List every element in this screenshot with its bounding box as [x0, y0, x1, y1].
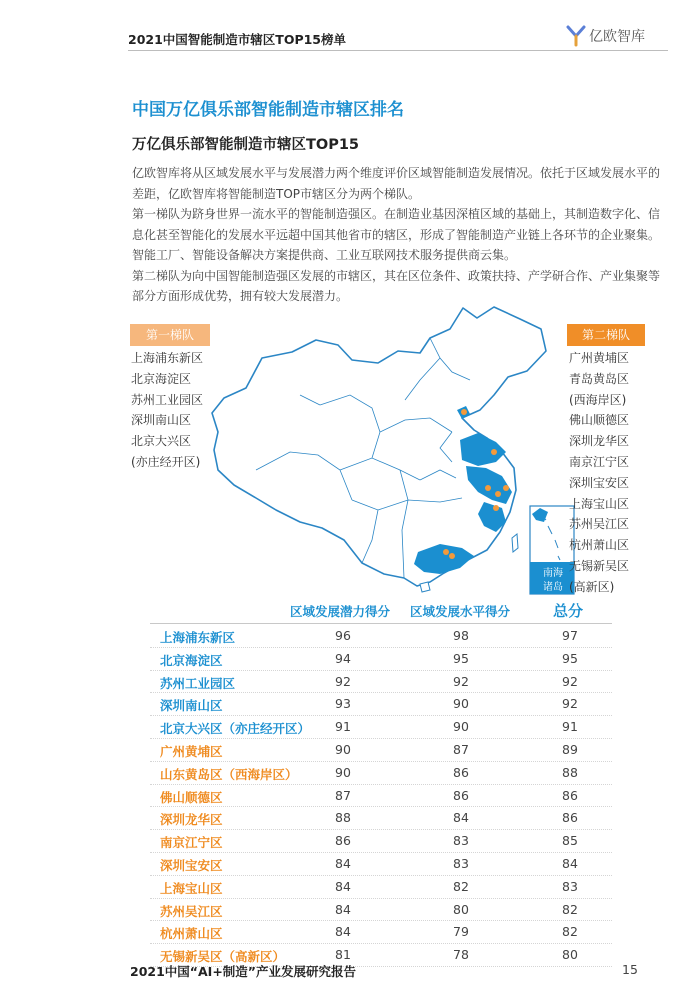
potential-score: 84: [335, 924, 351, 940]
intro-paragraph: 亿欧智库将从区域发展水平与发展潜力两个维度评价区域智能制造发展情况。依托于区域发展水平的差距，亿欧智库将智能制造TOP市辖区分为两个梯队。: [132, 166, 661, 201]
level-score: 78: [453, 947, 469, 963]
total-score: 86: [562, 810, 578, 826]
tier2-item: 杭州萧山区: [569, 538, 630, 553]
table-row: [150, 853, 612, 876]
tier2-item: 广州黄埔区: [569, 351, 630, 365]
potential-score: 86: [335, 833, 351, 849]
tier2-badge: 第二梯队: [567, 324, 645, 346]
level-score: 86: [453, 787, 469, 803]
level-score: 84: [453, 810, 469, 826]
tier1-item: 北京海淀区: [131, 371, 192, 386]
district-name: 苏州吴江区: [160, 903, 223, 919]
tier2-item: (高新区): [569, 579, 615, 594]
intro-paragraph: 第一梯队为跻身世界一流水平的智能制造强区。在制造业基因深植区域的基础上，其制造数字化、信息化甚至智能化的发展水平远超中国其他省市的辖区，形成了智能制造产业链上各环节的企业聚集。智能工厂、智能设备解决方案提供商、工业互联网技术服务提供商云集。: [132, 207, 661, 262]
tier1-item: 上海浦东新区: [131, 351, 204, 365]
total-score: 88: [562, 764, 578, 780]
inset-label-line: 南海: [543, 568, 563, 579]
potential-score: 94: [335, 650, 351, 666]
level-score: 83: [453, 855, 469, 871]
total-score: 92: [562, 696, 578, 712]
potential-score: 91: [335, 719, 351, 735]
tier2-item: 无锡新吴区: [569, 558, 630, 573]
total-score: 86: [562, 787, 578, 803]
level-score: 90: [453, 719, 469, 735]
table-row: [150, 625, 612, 648]
table-row: [150, 876, 612, 899]
potential-score: 84: [335, 878, 351, 894]
column-header-total: 总分: [553, 602, 584, 620]
tier2-item: 青岛黄岛区: [569, 371, 630, 386]
district-name: 北京海淀区: [160, 652, 223, 668]
level-score: 87: [453, 741, 469, 757]
inset-label-line: 诸岛: [543, 582, 563, 593]
city-marker-beijing: [461, 409, 467, 415]
level-score: 92: [453, 673, 469, 689]
tier2-item: 苏州吴江区: [569, 517, 630, 532]
district-name: 南京江宁区: [160, 835, 223, 851]
taiwan-island: [512, 534, 518, 552]
total-score: 92: [562, 673, 578, 689]
table-row: [150, 921, 612, 944]
table-row: [150, 762, 612, 785]
district-name: 杭州萧山区: [160, 926, 223, 942]
total-score: 85: [562, 833, 578, 849]
city-marker-hangzhou: [493, 505, 499, 511]
table-row: [150, 899, 612, 922]
potential-score: 87: [335, 787, 351, 803]
tier2-item: (西海岸区): [569, 392, 627, 407]
table-row: [150, 830, 612, 853]
total-score: 80: [562, 947, 578, 963]
sub-title: 万亿俱乐部智能制造市辖区TOP15: [132, 137, 360, 153]
district-name: 深圳宝安区: [160, 857, 223, 873]
potential-score: 84: [335, 901, 351, 917]
district-name: 山东黄岛区（西海岸区）: [160, 766, 298, 782]
tier1-item: 深圳南山区: [131, 413, 192, 428]
table-row: [150, 807, 612, 830]
total-score: 91: [562, 719, 578, 735]
tier2-item: 上海宝山区: [569, 496, 630, 511]
score-table: [150, 625, 612, 967]
table-row: [150, 739, 612, 762]
tier2-item: 深圳龙华区: [569, 434, 630, 449]
table-row: [150, 648, 612, 671]
level-score: 95: [453, 650, 469, 666]
tier1-item: (亦庄经开区): [131, 454, 201, 469]
table-row: [150, 693, 612, 716]
page-number: 15: [622, 962, 638, 977]
potential-score: 96: [335, 628, 351, 643]
total-score: 89: [562, 741, 578, 757]
total-score: 82: [562, 924, 578, 940]
total-score: 97: [562, 628, 578, 643]
tier1-item: 北京大兴区: [131, 434, 192, 449]
tier2-item: 南京江宁区: [569, 454, 630, 469]
tier2-list: [569, 348, 629, 598]
header-title: 2021中国智能制造市辖区TOP15榜单: [128, 32, 346, 47]
footer-report-title: 2021中国“AI+制造”产业发展研究报告: [130, 964, 357, 979]
city-marker-shanghai: [503, 485, 509, 491]
level-score: 90: [453, 696, 469, 712]
city-marker-suzhou-wuxi: [495, 491, 501, 497]
district-name: 深圳南山区: [160, 698, 223, 714]
potential-score: 93: [335, 696, 351, 712]
level-score: 80: [453, 901, 469, 917]
city-marker-guangzhou: [443, 549, 449, 555]
level-score: 86: [453, 764, 469, 780]
level-score: 79: [453, 924, 469, 940]
table-row: [150, 785, 612, 808]
city-marker-qingdao: [491, 449, 497, 455]
hainan-island: [420, 582, 430, 592]
section-title: 中国万亿俱乐部智能制造市辖区排名: [132, 100, 404, 120]
district-name: 深圳龙华区: [160, 812, 223, 828]
tier2-item: 佛山顺德区: [569, 413, 630, 428]
column-header-level: 区域发展水平得分: [410, 604, 511, 619]
level-score: 82: [453, 878, 469, 894]
total-score: 82: [562, 901, 578, 917]
potential-score: 88: [335, 810, 351, 826]
level-score: 98: [453, 628, 469, 643]
brand-name: 亿欧智库: [589, 29, 645, 45]
tier1-badge: 第一梯队: [130, 324, 210, 346]
potential-score: 81: [335, 947, 351, 963]
district-name: 广州黄埔区: [160, 743, 223, 759]
tier2-item: 深圳宝安区: [569, 475, 630, 490]
intro-paragraph: 第二梯队为向中国智能制造强区发展的市辖区，其在区位条件、政策扶持、产学研合作、产业集聚等部分方面形成优势，拥有较大发展潜力。: [132, 268, 661, 303]
table-top-rule: [150, 623, 612, 624]
level-score: 83: [453, 833, 469, 849]
total-score: 84: [562, 855, 578, 871]
potential-score: 90: [335, 764, 351, 780]
potential-score: 92: [335, 673, 351, 689]
table-row: [150, 671, 612, 694]
district-name: 上海浦东新区: [160, 630, 236, 645]
total-score: 95: [562, 650, 578, 666]
district-name: 苏州工业园区: [160, 675, 236, 691]
city-marker-shenzhen: [449, 553, 455, 559]
district-name: 无锡新吴区（高新区）: [160, 949, 286, 965]
potential-score: 84: [335, 855, 351, 871]
tier1-list: [131, 348, 203, 473]
total-score: 83: [562, 878, 578, 894]
inset-label: [538, 567, 568, 595]
city-marker-nanjing: [485, 485, 491, 491]
column-header-potential: 区域发展潜力得分: [290, 604, 391, 619]
district-name: 北京大兴区（亦庄经开区）: [160, 721, 311, 737]
potential-score: 90: [335, 741, 351, 757]
table-row: [150, 716, 612, 739]
tier1-item: 苏州工业园区: [131, 392, 204, 407]
district-name: 上海宝山区: [160, 880, 223, 896]
district-name: 佛山顺德区: [160, 789, 223, 805]
